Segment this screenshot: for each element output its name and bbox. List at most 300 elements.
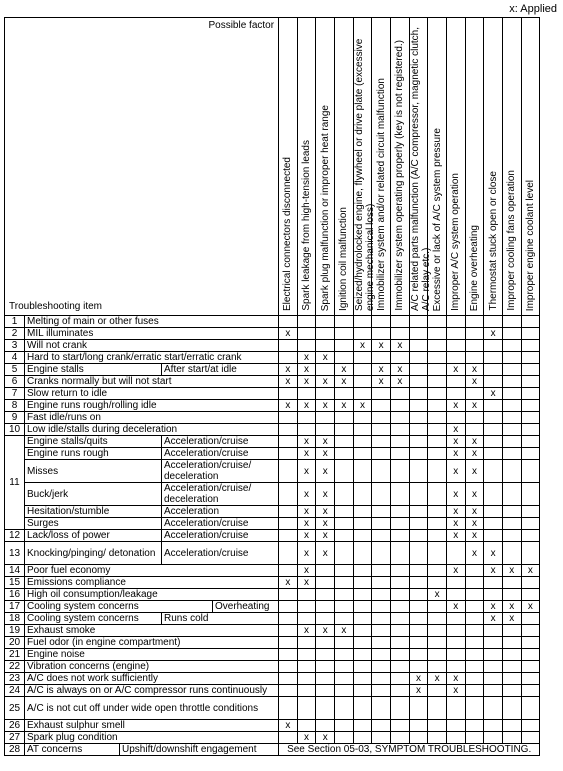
empty-cell (372, 506, 391, 518)
item-label: A/C is not cut off under wide open throttle conditions (25, 697, 279, 720)
empty-cell (409, 448, 428, 460)
empty-cell (484, 661, 503, 673)
applied-mark: x (279, 720, 298, 732)
empty-cell (353, 316, 372, 328)
empty-cell (465, 589, 484, 601)
condition-label: Acceleration/cruise (162, 448, 279, 460)
empty-cell (521, 661, 540, 673)
empty-cell (279, 460, 298, 483)
empty-cell (521, 340, 540, 352)
factor-header (353, 18, 376, 316)
condition-label: Acceleration/cruise (162, 530, 279, 542)
item-number: 13 (5, 542, 25, 565)
empty-cell (484, 448, 503, 460)
table-row (5, 601, 559, 613)
empty-cell (428, 577, 447, 589)
item-label: Cooling system concerns (25, 613, 162, 625)
empty-cell (353, 364, 372, 376)
item-number: 4 (5, 352, 25, 364)
empty-cell (391, 448, 410, 460)
applied-mark: x (391, 340, 410, 352)
empty-cell (316, 316, 335, 328)
empty-cell (428, 565, 447, 577)
item-label: AT concerns (25, 744, 120, 756)
factor-header (297, 18, 316, 316)
empty-cell (353, 460, 372, 483)
empty-cell (465, 412, 484, 424)
empty-cell (391, 601, 410, 613)
empty-cell (428, 720, 447, 732)
empty-cell (391, 685, 410, 697)
applied-mark: x (279, 364, 298, 376)
empty-cell (279, 649, 298, 661)
applied-mark: x (316, 352, 335, 364)
empty-cell (353, 637, 372, 649)
empty-cell (409, 340, 428, 352)
empty-cell (372, 448, 391, 460)
empty-cell (353, 577, 372, 589)
empty-cell (446, 352, 465, 364)
condition-label: Runs cold (162, 613, 279, 625)
applied-mark: x (335, 364, 354, 376)
empty-cell (335, 506, 354, 518)
item-label: Emissions compliance (25, 577, 279, 589)
empty-cell (372, 589, 391, 601)
empty-cell (484, 436, 503, 448)
empty-cell (521, 673, 540, 685)
empty-cell (391, 352, 410, 364)
applied-mark: x (465, 518, 484, 530)
factor-label: Excessive or lack of A/C system pressure (431, 127, 443, 311)
empty-cell (428, 649, 447, 661)
empty-cell (372, 697, 391, 720)
factor-label: Immobilizer system operating properly (key is not registered.) (394, 40, 406, 311)
empty-cell (428, 316, 447, 328)
empty-cell (353, 673, 372, 685)
item-number: 9 (5, 412, 25, 424)
table-row (5, 518, 559, 530)
item-label: Poor fuel economy (25, 565, 279, 577)
empty-cell (446, 542, 465, 565)
empty-cell (446, 328, 465, 340)
empty-cell (428, 340, 447, 352)
table-row (5, 732, 559, 744)
empty-cell (409, 697, 428, 720)
applied-mark: x (316, 506, 335, 518)
factor-label: Improper cooling fans operation (506, 170, 518, 311)
empty-cell (521, 483, 540, 506)
applied-mark: x (297, 506, 316, 518)
empty-cell (335, 685, 354, 697)
applied-mark: x (372, 364, 391, 376)
empty-cell (297, 316, 316, 328)
empty-cell (409, 565, 428, 577)
empty-cell (297, 412, 316, 424)
applied-mark: x (316, 483, 335, 506)
empty-cell (391, 328, 410, 340)
factor-header-row (5, 18, 559, 316)
empty-cell (372, 460, 391, 483)
empty-cell (502, 424, 521, 436)
empty-cell (409, 732, 428, 744)
empty-cell (428, 518, 447, 530)
empty-cell (484, 732, 503, 744)
item-label: A/C is always on or A/C compressor runs continuously (25, 685, 279, 697)
empty-cell (372, 412, 391, 424)
empty-cell (465, 673, 484, 685)
empty-cell (279, 412, 298, 424)
table-row (5, 744, 559, 756)
empty-cell (409, 589, 428, 601)
empty-cell (372, 661, 391, 673)
empty-cell (316, 661, 335, 673)
table-row (5, 637, 559, 649)
empty-cell (446, 577, 465, 589)
factor-label: Thermostat stuck open or close (487, 171, 499, 311)
factor-label: Spark plug malfunction or improper heat range (319, 104, 331, 311)
item-label: Engine runs rough/rolling idle (25, 400, 279, 412)
applied-mark: x (316, 448, 335, 460)
empty-cell (465, 637, 484, 649)
applied-mark: x (446, 685, 465, 697)
empty-cell (409, 364, 428, 376)
applied-mark: x (428, 673, 447, 685)
empty-cell (335, 483, 354, 506)
empty-cell (521, 316, 540, 328)
empty-cell (465, 352, 484, 364)
empty-cell (372, 400, 391, 412)
applied-mark: x (279, 328, 298, 340)
empty-cell (353, 589, 372, 601)
applied-mark: x (372, 376, 391, 388)
empty-cell (446, 625, 465, 637)
empty-cell (279, 673, 298, 685)
applied-mark: x (297, 732, 316, 744)
empty-cell (502, 352, 521, 364)
empty-cell (409, 625, 428, 637)
item-label: Melting of main or other fuses (25, 316, 279, 328)
empty-cell (372, 673, 391, 685)
legend: x: Applied (509, 3, 557, 15)
applied-mark: x (446, 436, 465, 448)
applied-mark: x (465, 542, 484, 565)
empty-cell (428, 460, 447, 483)
empty-cell (446, 589, 465, 601)
applied-mark: x (465, 400, 484, 412)
applied-mark: x (391, 364, 410, 376)
empty-cell (484, 352, 503, 364)
empty-cell (353, 661, 372, 673)
empty-cell (409, 720, 428, 732)
table-row (5, 412, 559, 424)
empty-cell (372, 530, 391, 542)
applied-mark: x (484, 613, 503, 625)
table-body (5, 316, 559, 756)
empty-cell (335, 316, 354, 328)
table-row (5, 542, 559, 565)
empty-cell (372, 649, 391, 661)
empty-cell (465, 565, 484, 577)
item-number: 23 (5, 673, 25, 685)
applied-mark: x (521, 565, 540, 577)
empty-cell (316, 565, 335, 577)
table-row (5, 720, 559, 732)
factor-header (372, 18, 391, 316)
applied-mark: x (465, 460, 484, 483)
empty-cell (428, 732, 447, 744)
empty-cell (409, 530, 428, 542)
empty-cell (391, 589, 410, 601)
empty-cell (428, 436, 447, 448)
empty-cell (335, 589, 354, 601)
empty-cell (409, 412, 428, 424)
item-label: Buck/jerk (25, 483, 162, 506)
item-number: 5 (5, 364, 25, 376)
item-number: 10 (5, 424, 25, 436)
item-number: 28 (5, 744, 25, 756)
factor-header (335, 18, 354, 316)
empty-cell (428, 400, 447, 412)
applied-mark: x (297, 400, 316, 412)
applied-mark: x (297, 460, 316, 483)
empty-cell (335, 661, 354, 673)
empty-cell (335, 328, 354, 340)
empty-cell (502, 542, 521, 565)
empty-cell (521, 424, 540, 436)
empty-cell (409, 506, 428, 518)
empty-cell (502, 530, 521, 542)
empty-cell (409, 460, 428, 483)
item-label: Engine stalls/quits (25, 436, 162, 448)
empty-cell (446, 316, 465, 328)
empty-cell (335, 637, 354, 649)
empty-cell (428, 506, 447, 518)
empty-cell (335, 340, 354, 352)
applied-mark: x (297, 565, 316, 577)
applied-mark: x (484, 565, 503, 577)
empty-cell (297, 661, 316, 673)
factor-label: A/C related parts malfunction (A/C compressor, magnetic clutch, A/C relay etc.) (409, 26, 432, 311)
empty-cell (391, 720, 410, 732)
empty-cell (297, 649, 316, 661)
empty-cell (409, 483, 428, 506)
empty-cell (372, 352, 391, 364)
empty-cell (279, 565, 298, 577)
empty-cell (335, 436, 354, 448)
table-row (5, 460, 559, 483)
empty-cell (428, 542, 447, 565)
factor-header (428, 18, 447, 316)
item-number: 6 (5, 376, 25, 388)
empty-cell (428, 364, 447, 376)
applied-mark: x (465, 436, 484, 448)
empty-cell (316, 613, 335, 625)
empty-cell (465, 328, 484, 340)
applied-mark: x (297, 530, 316, 542)
empty-cell (391, 613, 410, 625)
empty-cell (502, 518, 521, 530)
empty-cell (279, 625, 298, 637)
empty-cell (279, 589, 298, 601)
empty-cell (353, 412, 372, 424)
applied-mark: x (465, 448, 484, 460)
empty-cell (316, 577, 335, 589)
empty-cell (353, 448, 372, 460)
factor-label: Ignition coil malfunction (338, 207, 350, 311)
empty-cell (428, 352, 447, 364)
item-label: Surges (25, 518, 162, 530)
empty-cell (502, 328, 521, 340)
empty-cell (484, 400, 503, 412)
empty-cell (279, 732, 298, 744)
empty-cell (353, 376, 372, 388)
empty-cell (335, 673, 354, 685)
applied-mark: x (446, 506, 465, 518)
empty-cell (521, 637, 540, 649)
empty-cell (279, 436, 298, 448)
empty-cell (353, 565, 372, 577)
empty-cell (316, 589, 335, 601)
empty-cell (521, 685, 540, 697)
empty-cell (391, 412, 410, 424)
empty-cell (484, 720, 503, 732)
empty-cell (409, 352, 428, 364)
empty-cell (335, 565, 354, 577)
item-label: A/C does not work sufficiently (25, 673, 279, 685)
empty-cell (484, 506, 503, 518)
empty-cell (279, 352, 298, 364)
empty-cell (391, 530, 410, 542)
empty-cell (484, 625, 503, 637)
empty-cell (372, 685, 391, 697)
empty-cell (391, 506, 410, 518)
empty-cell (372, 720, 391, 732)
empty-cell (521, 518, 540, 530)
empty-cell (316, 328, 335, 340)
empty-cell (428, 412, 447, 424)
condition-label: Acceleration (162, 506, 279, 518)
empty-cell (502, 436, 521, 448)
troubleshooting-table (4, 17, 559, 756)
empty-cell (297, 340, 316, 352)
table-row (5, 661, 559, 673)
empty-cell (279, 388, 298, 400)
empty-cell (316, 697, 335, 720)
empty-cell (484, 460, 503, 483)
item-label: High oil consumption/leakage (25, 589, 279, 601)
empty-cell (353, 720, 372, 732)
empty-cell (502, 388, 521, 400)
empty-cell (484, 340, 503, 352)
empty-cell (428, 601, 447, 613)
applied-mark: x (465, 364, 484, 376)
empty-cell (502, 483, 521, 506)
empty-cell (521, 506, 540, 518)
item-label: Slow return to idle (25, 388, 279, 400)
empty-cell (502, 625, 521, 637)
empty-cell (372, 601, 391, 613)
empty-cell (316, 720, 335, 732)
item-label: Engine runs rough (25, 448, 162, 460)
empty-cell (279, 601, 298, 613)
empty-cell (428, 637, 447, 649)
item-number: 16 (5, 589, 25, 601)
item-number: 26 (5, 720, 25, 732)
empty-cell (335, 720, 354, 732)
table-row (5, 436, 559, 448)
empty-cell (372, 637, 391, 649)
factor-label: Electrical connectors disconnected (282, 157, 294, 311)
empty-cell (502, 400, 521, 412)
empty-cell (484, 637, 503, 649)
empty-cell (409, 542, 428, 565)
empty-cell (446, 720, 465, 732)
empty-cell (446, 376, 465, 388)
applied-mark: x (316, 625, 335, 637)
empty-cell (409, 316, 428, 328)
table-row (5, 316, 559, 328)
empty-cell (502, 506, 521, 518)
table-row (5, 364, 559, 376)
factor-header (446, 18, 465, 316)
factor-label: Engine overheating (468, 224, 480, 311)
empty-cell (372, 424, 391, 436)
empty-cell (484, 412, 503, 424)
empty-cell (297, 697, 316, 720)
applied-mark: x (297, 625, 316, 637)
applied-mark: x (484, 328, 503, 340)
applied-mark: x (409, 673, 428, 685)
empty-cell (353, 649, 372, 661)
factor-header (409, 18, 432, 316)
applied-mark: x (446, 400, 465, 412)
troubleshooting-item-label: Troubleshooting item (9, 301, 103, 312)
applied-mark: x (297, 352, 316, 364)
empty-cell (521, 436, 540, 448)
condition-label: Upshift/downshift engagement (120, 744, 279, 756)
empty-cell (446, 340, 465, 352)
applied-mark: x (316, 436, 335, 448)
factor-label: Improper engine coolant level (524, 179, 536, 311)
empty-cell (279, 518, 298, 530)
item-label: Engine stalls (25, 364, 162, 376)
item-number: 18 (5, 613, 25, 625)
empty-cell (335, 460, 354, 483)
factor-label: Seized/hydrolocked engine, flywheel or drive plate (excessive engine mechanical loss) (353, 38, 376, 311)
applied-mark: x (391, 376, 410, 388)
item-number: 15 (5, 577, 25, 589)
empty-cell (502, 661, 521, 673)
item-number: 1 (5, 316, 25, 328)
empty-cell (279, 542, 298, 565)
applied-mark: x (502, 601, 521, 613)
item-label: Misses (25, 460, 162, 483)
empty-cell (335, 518, 354, 530)
applied-mark: x (465, 483, 484, 506)
table-row (5, 673, 559, 685)
empty-cell (428, 661, 447, 673)
empty-cell (465, 661, 484, 673)
empty-cell (353, 542, 372, 565)
empty-cell (353, 613, 372, 625)
empty-cell (353, 518, 372, 530)
empty-cell (521, 649, 540, 661)
empty-cell (502, 364, 521, 376)
empty-cell (484, 483, 503, 506)
table-row (5, 589, 559, 601)
empty-cell (409, 577, 428, 589)
empty-cell (316, 424, 335, 436)
